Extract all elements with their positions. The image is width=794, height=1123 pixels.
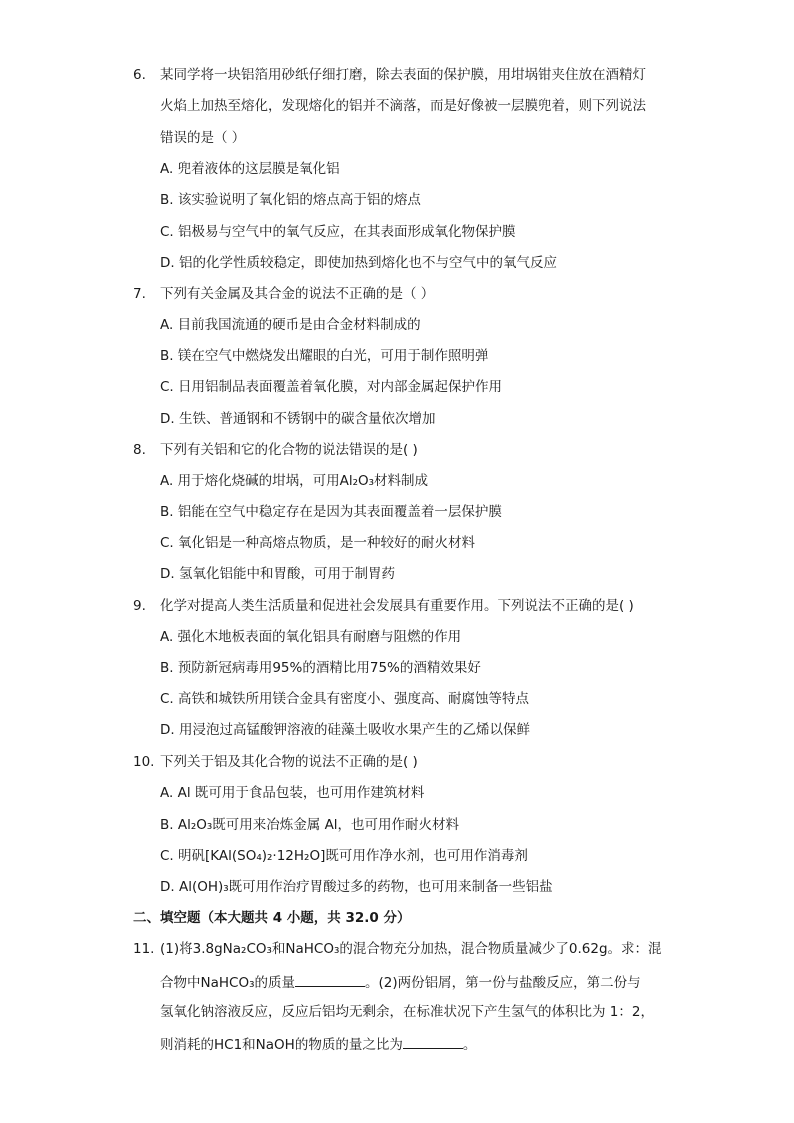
stem-text: 。 [462, 1037, 477, 1053]
question-stem-line: 化学对提高人类生活质量和促进社会发展具有重要作用。下列说法不正确的是( ) [160, 598, 634, 614]
option-c: C. 高铁和城铁所用镁合金具有密度小、强度高、耐腐蚀等特点 [160, 691, 530, 707]
option-c: C. 明矾[KAl(SO₄)₂·12H₂O]既可用作净水剂，也可用作消毒剂 [160, 848, 528, 864]
option-d: D. 铝的化学性质较稳定，即使加热到熔化也不与空气中的氧气反应 [160, 255, 557, 271]
option-d: D. 用浸泡过高锰酸钾溶液的硅藻土吸收水果产生的乙烯以保鲜 [160, 722, 530, 738]
option-c: C. 氧化铝是一种高熔点物质，是一种较好的耐火材料 [160, 535, 476, 551]
question-stem-line: 火焰上加热至熔化，发现熔化的铝并不滴落，而是好像被一层膜兜着，则下列说法 [160, 98, 646, 114]
question-number: 6. [133, 67, 146, 83]
option-d: D. 氢氧化铝能中和胃酸，可用于制胃药 [160, 566, 395, 582]
option-c: C. 日用铝制品表面覆盖着氧化膜，对内部金属起保护作用 [160, 379, 503, 395]
option-a: A. 强化木地板表面的氧化铝具有耐磨与阻燃的作用 [160, 629, 462, 645]
question-stem-line: 下列关于铝及其化合物的说法不正确的是( ) [160, 754, 418, 770]
option-a: A. 用于熔化烧碱的坩埚，可用Al₂O₃材料制成 [160, 473, 429, 489]
option-b: B. 镁在空气中燃烧发出耀眼的白光，可用于制作照明弹 [160, 348, 489, 364]
option-a: A. 兜着液体的这层膜是氧化铝 [160, 161, 340, 177]
question-number: 9. [133, 598, 146, 614]
question-number: 7. [133, 286, 146, 302]
stem-text: 则消耗的HC1和NaOH的物质的量之比为 [160, 1037, 403, 1053]
question-stem-line: 氢氧化钠溶液反应，反应后铝均无剩余，在标准状况下产生氢气的体积比为 1：2， [160, 1004, 654, 1020]
question-stem-line: 下列有关金属及其合金的说法不正确的是（ ） [160, 286, 435, 302]
stem-text: 合物中NaHCO₃的质量 [160, 975, 295, 991]
stem-text: 。(2)两份铝屑，第一份与盐酸反应，第二份与 [365, 975, 641, 991]
question-stem-line [160, 1034, 476, 1054]
option-b: B. Al₂O₃既可用来冶炼金属 Al，也可用作耐火材料 [160, 817, 460, 833]
question-stem-line: 下列有关铝和它的化合物的说法错误的是( ) [160, 442, 418, 458]
answer-blank[interactable] [295, 972, 365, 987]
option-b: B. 该实验说明了氧化铝的熔点高于铝的熔点 [160, 192, 421, 208]
option-d: D. Al(OH)₃既可用作治疗胃酸过多的药物，也可用来制备一些铝盐 [160, 879, 553, 895]
option-c: C. 铝极易与空气中的氧气反应，在其表面形成氧化物保护膜 [160, 224, 516, 240]
question-stem-line: (1)将3.8gNa₂CO₃和NaHCO₃的混合物充分加热，混合物质量减少了0.62g。求：混 [160, 941, 662, 957]
question-stem-line [160, 972, 641, 992]
option-a: A. Al 既可用于食品包装，也可用作建筑材料 [160, 785, 425, 801]
option-b: B. 铝能在空气中稳定存在是因为其表面覆盖着一层保护膜 [160, 504, 502, 520]
option-a: A. 目前我国流通的硬币是由合金材料制成的 [160, 317, 421, 333]
answer-blank[interactable] [403, 1034, 463, 1049]
question-stem-line: 某同学将一块铝箔用砂纸仔细打磨，除去表面的保护膜，用坩埚钳夹住放在酒精灯 [160, 67, 646, 83]
section-heading: 二、填空题（本大题共 4 小题，共 32.0 分） [133, 910, 411, 926]
question-number: 11. [133, 941, 155, 957]
question-number: 8. [133, 442, 146, 458]
question-stem-line: 错误的是（ ） [160, 130, 246, 146]
option-b: B. 预防新冠病毒用95%的酒精比用75%的酒精效果好 [160, 660, 481, 676]
option-d: D. 生铁、普通钢和不锈钢中的碳含量依次增加 [160, 411, 436, 427]
question-number: 10. [133, 754, 155, 770]
